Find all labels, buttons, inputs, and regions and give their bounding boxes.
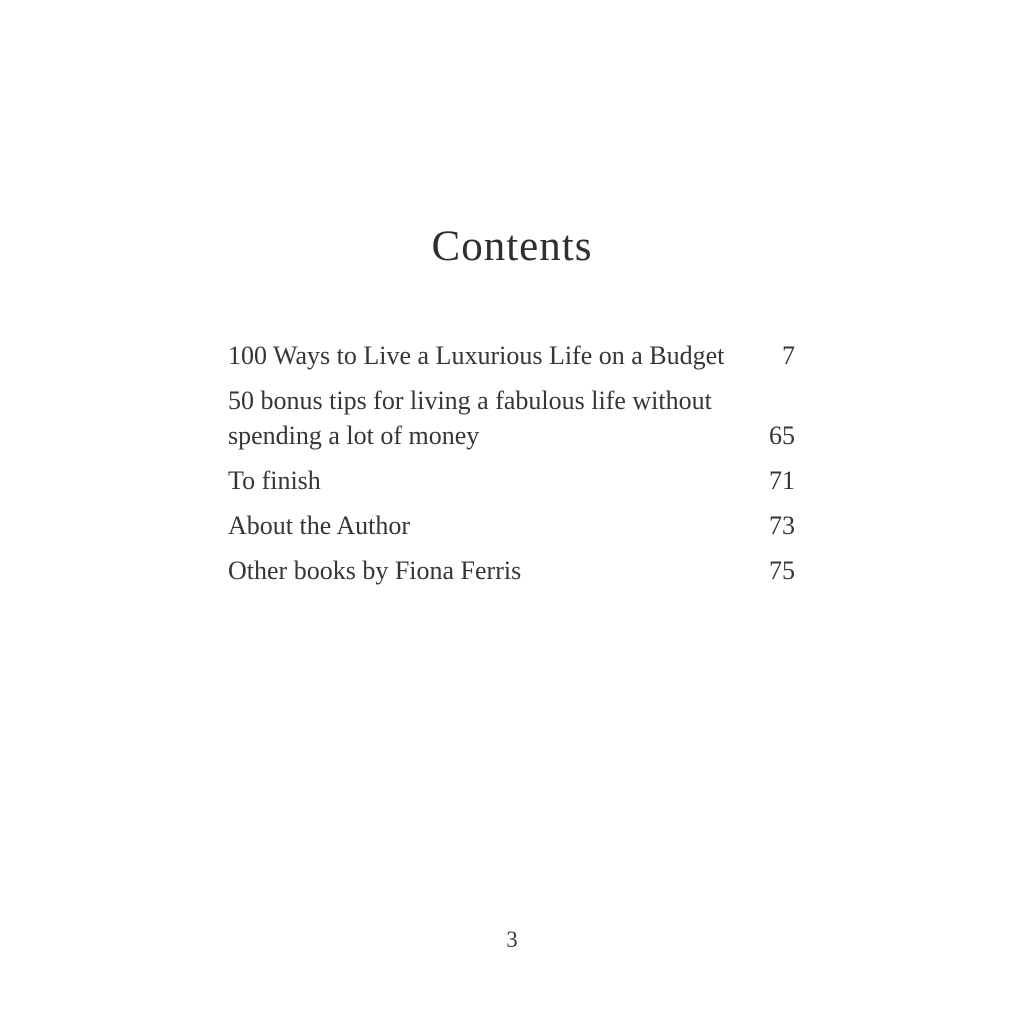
toc-entry-page: 7 [782,341,795,370]
toc-entry-title: 50 bonus tips for living a fabulous life without spending a lot of money [228,386,712,450]
toc-entry[interactable] [228,338,795,373]
toc-entry[interactable] [228,383,795,453]
toc-entry-page: 65 [769,421,795,450]
toc-entry-title: 100 Ways to Live a Luxurious Life on a Budget [228,341,725,370]
toc-entry[interactable] [228,553,795,588]
toc-entry-page: 75 [769,556,795,585]
toc-entry-page: 73 [769,511,795,540]
toc-entry-title: About the Author [228,511,410,540]
toc-entry-page: 71 [769,466,795,495]
toc-entry[interactable] [228,508,795,543]
toc-entry-title: To finish [228,466,321,495]
toc-entry[interactable] [228,463,795,498]
page-title: Contents [431,223,593,270]
toc-entry-title: Other books by Fiona Ferris [228,556,522,585]
table-of-contents [228,338,795,598]
page-number: 3 [506,927,518,952]
